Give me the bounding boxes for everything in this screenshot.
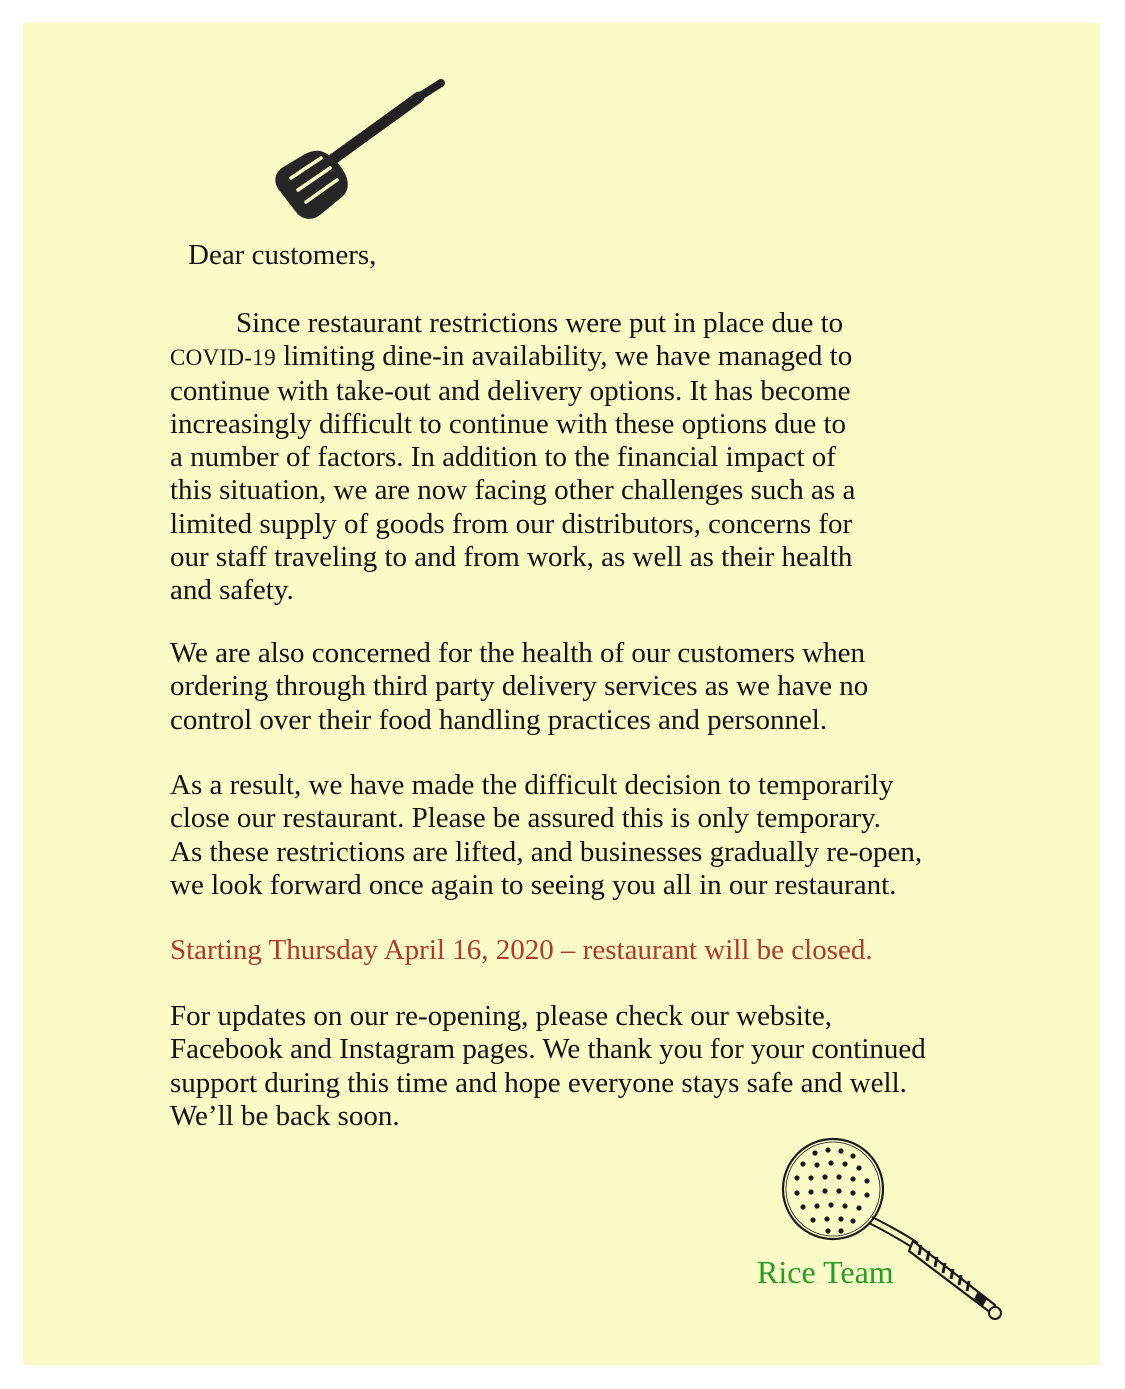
paragraph-line: close our restaurant. Please be assured this is only temporary. <box>170 802 881 835</box>
paragraph-line: increasingly difficult to continue with these options due to <box>170 407 847 440</box>
paragraph-decision <box>170 769 922 902</box>
paragraph-line: limited supply of goods from our distributors, concerns for <box>170 507 853 540</box>
paragraph-line: we look forward once again to seeing you all in our restaurant. <box>170 868 897 901</box>
closing-notice: Starting Thursday April 16, 2020 – restaurant will be closed. <box>170 934 873 966</box>
signature: Rice Team <box>757 1254 894 1290</box>
paragraph-line: our staff traveling to and from work, as well as their health <box>170 541 853 574</box>
paragraph-updates <box>170 1000 926 1133</box>
covid-term: COVID-19 <box>170 345 276 371</box>
paragraph-line: support during this time and hope everyone stays safe and well. <box>170 1066 907 1099</box>
paragraph-line: We’ll be back soon. <box>170 1099 400 1132</box>
paragraph-line: a number of factors. In addition to the financial impact of <box>170 441 836 474</box>
paragraph-line: As these restrictions are lifted, and businesses gradually re-open, <box>170 835 923 868</box>
paragraph-line: We are also concerned for the health of our customers when <box>170 637 865 669</box>
paragraph-line: ordering through third party delivery services as we have no <box>170 670 869 703</box>
paragraph-line: Since restaurant restrictions were put in place due to <box>236 307 844 339</box>
paragraph-line: control over their food handling practices and personnel. <box>170 703 828 736</box>
paragraph-line-rest: limiting dine-in availability, we have managed to <box>283 340 853 373</box>
paragraph-line <box>170 340 855 374</box>
skimmer-icon <box>773 1131 1013 1327</box>
paragraph-line: As a result, we have made the difficult decision to temporarily <box>170 769 894 801</box>
paragraph-line: For updates on our re-opening, please check our website, <box>170 1000 832 1032</box>
paragraph-line: Facebook and Instagram pages. We thank you for your continued <box>170 1033 926 1066</box>
paragraph-line: and safety. <box>170 574 294 607</box>
paragraph-line: this situation, we are now facing other challenges such as a <box>170 474 856 507</box>
paragraph-delivery-concerns <box>170 637 868 737</box>
paragraph-line: continue with take-out and delivery options. It has become <box>170 374 851 407</box>
greeting: Dear customers, <box>188 239 377 271</box>
paragraph-situation <box>170 307 855 608</box>
letter-page <box>23 23 1100 1365</box>
